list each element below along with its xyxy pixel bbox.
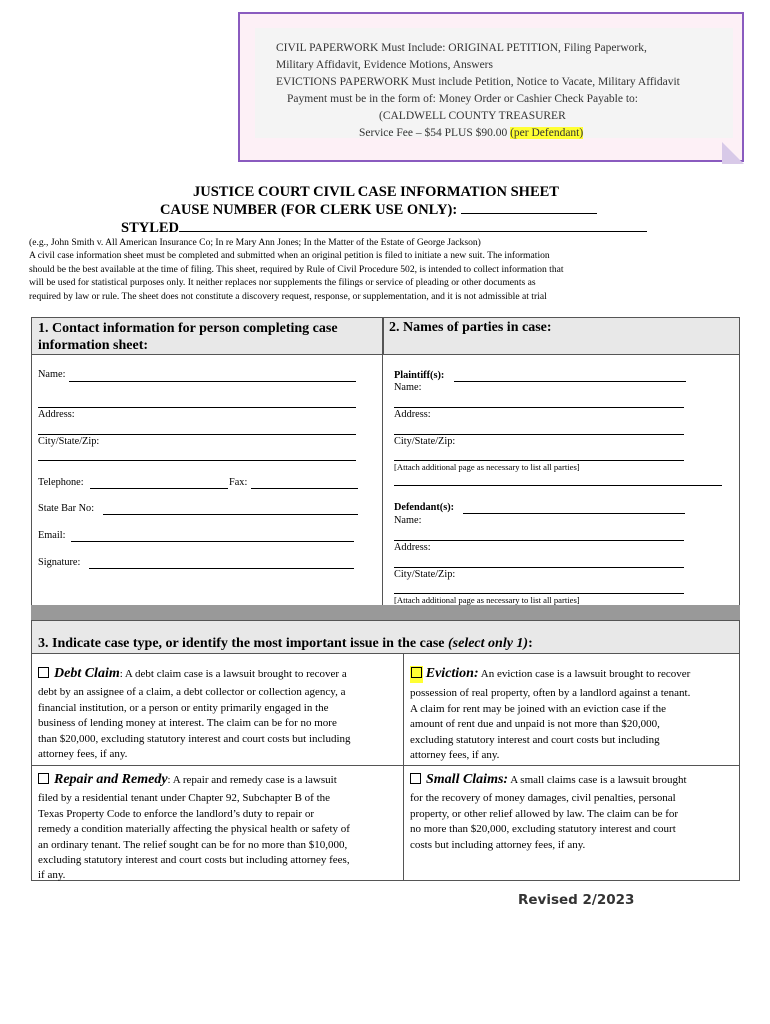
styled-example: (e.g., John Smith v. All American Insurance Co; In re Mary Ann Jones; In the Matter of the Estate of George Jackson) [29,237,481,248]
contact-name-label: Name: [38,369,66,380]
case-row-divider [31,765,740,766]
signature-label: Signature: [38,557,81,568]
per-defendant-highlight: (per Defendant) [510,127,584,139]
parties-section-box [31,317,740,620]
defendant-city-field[interactable] [394,593,684,594]
state-bar-label: State Bar No: [38,503,95,514]
page-title: JUSTICE COURT CIVIL CASE INFORMATION SHEET [193,184,559,200]
intro-line-3: will be used for statistical purposes only. It neither replaces nor supplements the filings or service of pleading or other documents as [29,277,536,288]
column-divider [382,355,383,606]
plaintiff-field[interactable] [454,381,686,382]
debt-claim-option: Debt Claim: A debt claim case is a lawsuit brought to recover a debt by an assignee of a claim, a debt collector or collection agency, a financial institution, or a person or entity primarily engaged in the business of lending money at interest. The claim can be for no more than $20,000, excluding statutory interest and court costs but including attorney fees, if any. [38,666,351,761]
plaintiff-address-label: Address: [394,409,431,420]
styled-label: STYLED [121,220,647,237]
plaintiff-extra-field[interactable] [394,485,722,486]
revision-date: Revised 2/2023 [518,892,635,908]
contact-city-label: City/State/Zip: [38,436,100,447]
small-claims-checkbox[interactable] [410,773,421,784]
email-label: Email: [38,530,66,541]
defendant-name-label: Name: [394,515,422,526]
defendant-label: Defendant(s): [394,502,455,513]
telephone-label: Telephone: [38,477,84,488]
contact-name-field[interactable] [69,381,356,382]
telephone-field[interactable] [90,488,228,489]
small-claims-option: Small Claims: A small claims case is a lawsuit brought for the recovery of money damages, civil penalties, personal property, or other relief allowed by law. The claim can be for no more than $20,000, excluding statutory interest and court costs but including attorney fees, if any. [410,772,687,851]
eviction-checkbox-highlight [410,666,423,683]
note-line-6 [359,127,583,139]
state-bar-field[interactable] [103,514,358,515]
defendant-address-field[interactable] [394,567,684,568]
plaintiff-name-field[interactable] [394,407,684,408]
contact-name-line2[interactable] [38,407,356,408]
section2-heading: 2. Names of parties in case: [389,320,552,335]
repair-remedy-option: Repair and Remedy: A repair and remedy case is a lawsuit filed by a residential tenant under Chapter 92, Subchapter B of the Texas Property Code to enforce the landlord’s duty to repair or remedy a condition materially affecting the physical health or safety of an ordinary tenant. The relief sought can be for no more than $10,000, excluding statutory interest and court costs but including attorney fees, if any. [38,772,350,882]
plaintiff-city-label: City/State/Zip: [394,436,456,447]
contact-address-field[interactable] [38,434,356,435]
styled-field[interactable] [179,221,647,232]
note-line-5: (CALDWELL COUNTY TREASURER [379,110,566,122]
defendant-address-label: Address: [394,542,431,553]
section-separator-bar [31,605,740,620]
plaintiff-name-label: Name: [394,382,422,393]
service-fee-text: Service Fee – $54 PLUS $90.00 [359,127,511,139]
defendant-city-label: City/State/Zip: [394,569,456,580]
fax-field[interactable] [251,488,358,489]
eviction-checkbox[interactable] [411,667,422,678]
intro-line-4: required by law or rule. The sheet does not constitute a discovery request, response, or supplementation, and it is not admissible at trial [29,291,547,302]
debt-claim-checkbox[interactable] [38,667,49,678]
plaintiff-city-field[interactable] [394,460,684,461]
defendant-name-field[interactable] [394,540,684,541]
cause-number-label: CAUSE NUMBER (FOR CLERK USE ONLY): [160,202,597,219]
intro-line-1: A civil case information sheet must be completed and submitted when an original petition is filed to initiate a new suit. The information [29,250,550,261]
intro-line-2: should be the best available at the time of filing. This sheet, required by Rule of Civil Procedure 502, is intended to collect information that [29,264,564,275]
note-line-2: Military Affidavit, Evidence Motions, Answers [276,59,493,71]
signature-field[interactable] [89,568,354,569]
contact-address-label: Address: [38,409,75,420]
fax-label: Fax: [229,477,248,488]
plaintiff-attach-note: [Attach additional page as necessary to list all parties] [394,462,580,472]
note-fold-corner [722,142,744,164]
plaintiff-label: Plaintiff(s): [394,370,445,381]
cause-number-field[interactable] [461,203,597,214]
section1-heading: 1. Contact information for person completing case information sheet: [38,321,338,353]
repair-remedy-checkbox[interactable] [38,773,49,784]
contact-city-field[interactable] [38,460,356,461]
case-column-divider [403,654,404,881]
note-line-3: EVICTIONS PAPERWORK Must include Petition, Notice to Vacate, Military Affidavit [276,76,680,88]
plaintiff-address-field[interactable] [394,434,684,435]
email-field[interactable] [71,541,354,542]
section3-heading: 3. Indicate case type, or identify the most important issue in the case (select only 1): [38,636,533,651]
defendant-attach-note: [Attach additional page as necessary to list all parties] [394,595,580,605]
eviction-option: Eviction: An eviction case is a lawsuit brought to recover possession of real property, often by a landlord against a tenant. A claim for rent may be joined with an eviction case if the amount of rent due and unpaid is not more than $20,000, excluding statutory interest and court costs but including attorney fees, if any. [410,666,691,762]
defendant-field[interactable] [463,513,685,514]
note-line-1: CIVIL PAPERWORK Must Include: ORIGINAL PETITION, Filing Paperwork, [276,42,647,54]
note-line-4: Payment must be in the form of: Money Order or Cashier Check Payable to: [287,93,638,105]
